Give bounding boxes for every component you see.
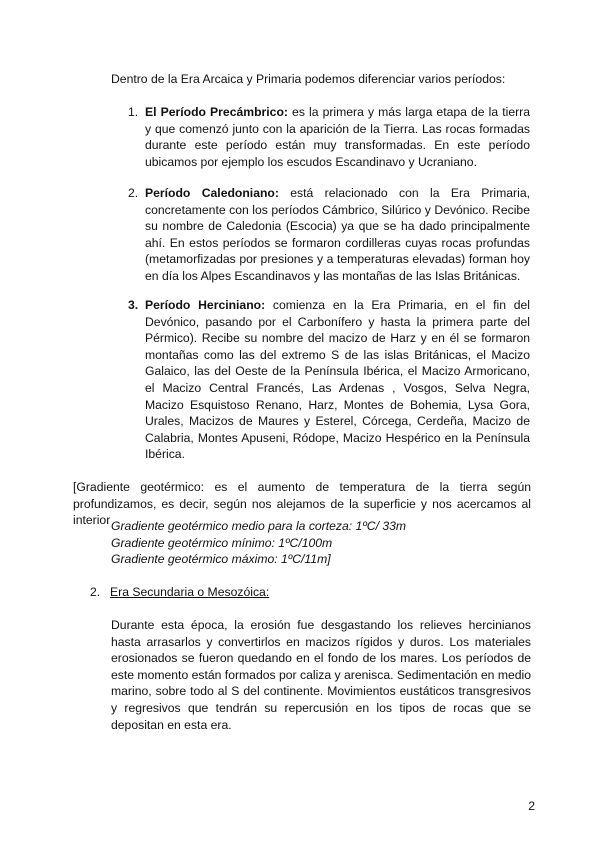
period-number: 1.	[128, 105, 139, 119]
gradient-definition: [Gradiente geotérmico: es el aumento de temperatura de la tierra según profundizamos, es decir, según nos alejamos de la superficie y nos acercamos al interior	[73, 480, 531, 528]
period-body	[145, 185, 530, 285]
period-text: comienza en la Era Primaria, en el fin del Devónico, pasando por el Carbonífero y hasta la primera parte del Pérmico). Recibe su nombre del macizo de Harz y en él se formaron montañas como las del extremo S de las islas Británicas, el Macizo Galaico, las del Oeste de la Península Ibérica, el Macizo Armoricano, el Macizo Central Francés, Las Ardenas , Vosgos, Selva Negra, Macizo Esquistoso Renano, Harz, Montes de Bohemia, Lysa Gora, Urales, Macizos de Maures y Esterel, Córcega, Cerdeña, Macizo de Calabria, Montes Apuseni, Ródope, Macizo Hespérico en la Península Ibérica.	[145, 298, 530, 462]
section-number: 2.	[90, 585, 101, 599]
period-title: El Período Precámbrico:	[145, 105, 288, 119]
period-text: es la primera y más larga etapa de la tierra y que comenzó junto con la aparición de la Tierra. Las rocas formadas durante este período están muy transformadas. En este período ubicamos por ejemplo los escudos Escandinavo y Ucraniano.	[145, 105, 530, 169]
period-text: está relacionado con la Era Primaria, concretamente con los períodos Cámbrico, Silúrico y Devónico. Recibe su nombre de Caledonia (Escocia) ya que se ha dado principalmente ahí. En estos períodos se formaron cordilleras cuyas rocas profundas (metamorfizadas por presiones y a temperaturas elevadas) forman hoy en día los Alpes Escandinavos y las montañas de las Islas Británicas.	[145, 186, 530, 283]
page-number: 2	[528, 799, 535, 813]
section-heading	[90, 584, 490, 601]
section-body: Durante esta época, la erosión fue desgastando los relieves hercinianos hasta arrasarlos y convertirlos en macizos rígidos y duros. Los materiales erosionados se fueron quedando en el fondo de los mares. Los períodos de este momento están formados por caliza y arenisca. Sedimentación en medio marino, sobre todo al S del continente. Movimientos eustáticos transgresivos y regresivos que tendrán su repercusión en los tipos de rocas que se depositan en esta era.	[111, 618, 532, 732]
period-title: Período Herciniano:	[145, 298, 266, 312]
period-body	[145, 297, 530, 463]
gradient-line-medio: Gradiente geotérmico medio para la corteza: 1ºC/ 33m	[111, 519, 407, 533]
period-item-herciniano	[128, 297, 530, 463]
gradient-line-minimo: Gradiente geotérmico mínimo: 1ºC/100m	[111, 535, 333, 550]
period-number: 3.	[128, 298, 139, 312]
period-item-caledoniano	[128, 185, 530, 285]
section-title: Era Secundaria o Mesozóica:	[110, 585, 270, 599]
period-body	[145, 104, 530, 170]
period-item-precambrico	[128, 104, 530, 170]
period-number: 2.	[128, 186, 139, 200]
gradient-line-maximo: Gradiente geotérmico máximo: 1ºC/11m]	[111, 552, 331, 567]
intro-paragraph: Dentro de la Era Arcaica y Primaria podemos diferenciar varios períodos:	[111, 72, 506, 86]
period-title: Período Caledoniano:	[145, 186, 279, 200]
gradient-values	[111, 518, 531, 568]
